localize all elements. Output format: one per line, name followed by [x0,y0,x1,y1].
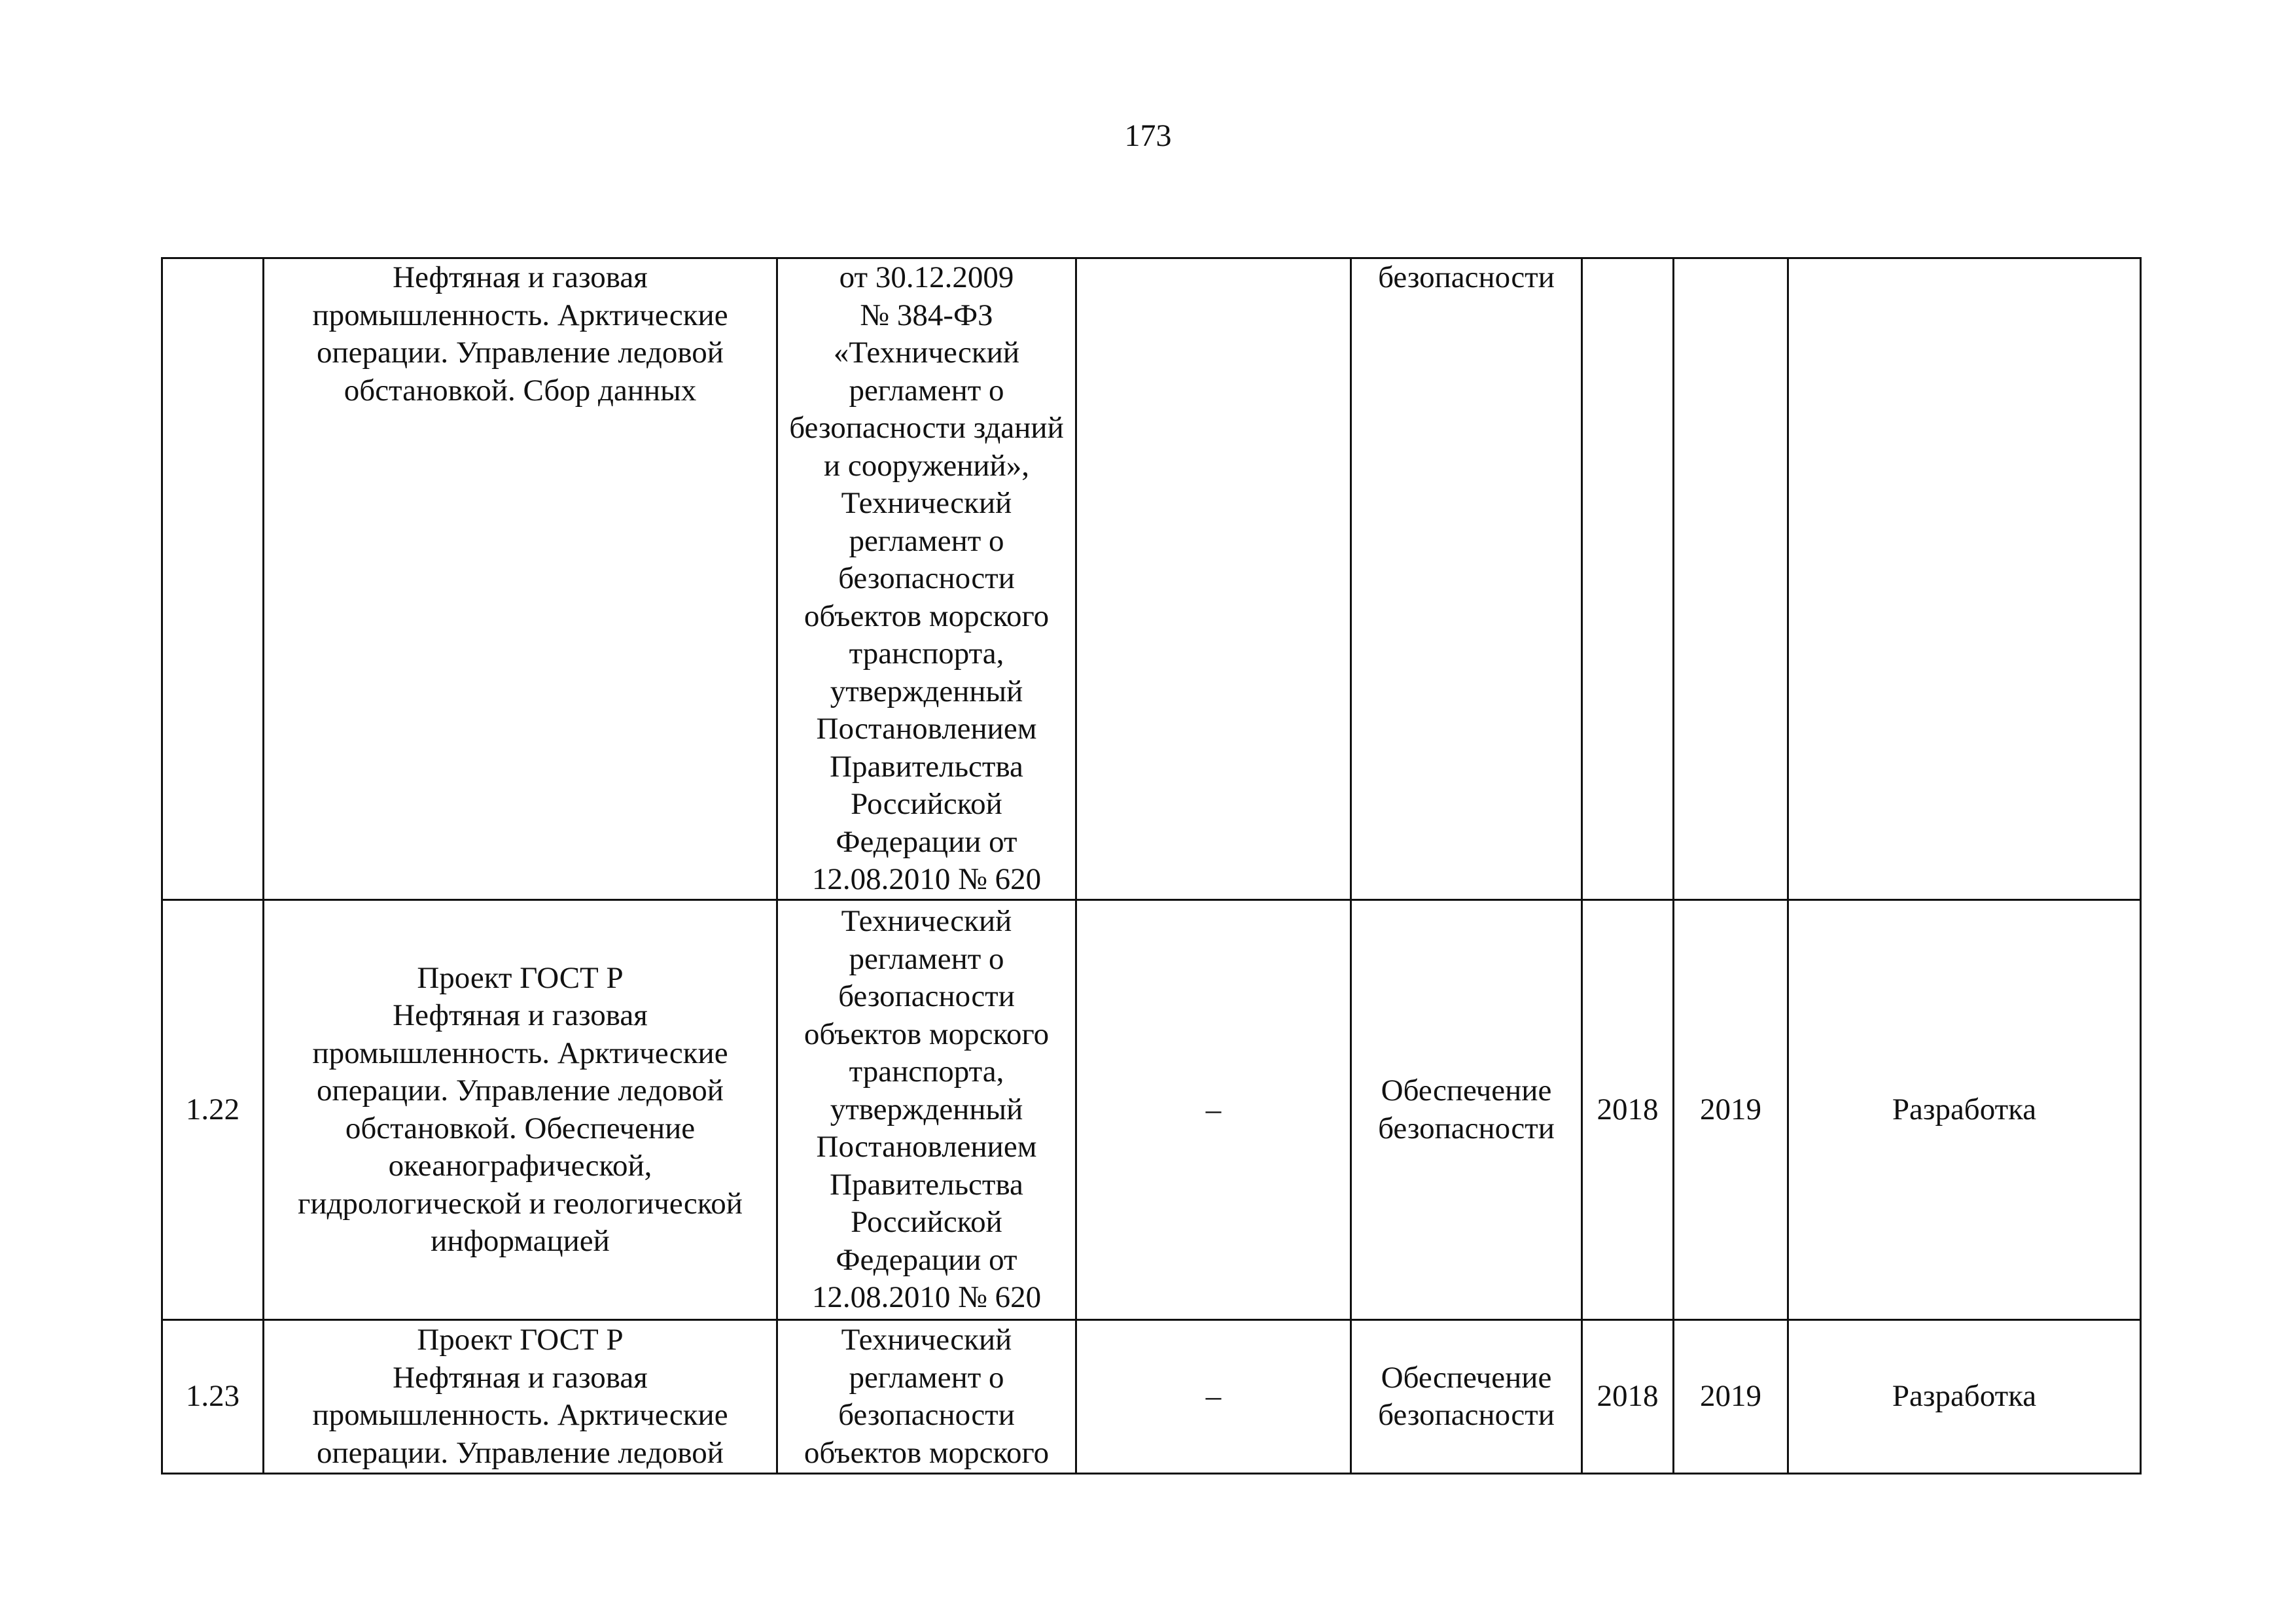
cell-col4: – [1076,900,1351,1320]
cell-line: Технический [841,904,1012,939]
cell-regulation [777,900,1076,1320]
cell-line: Российской [851,787,1002,821]
cell-start-year: 2018 [1582,900,1674,1320]
cell-end-year: 2019 [1674,1320,1788,1474]
page-number: 173 [1124,118,1172,153]
cell-number: 1.23 [162,1320,264,1474]
cell-line: утвержденный [830,1092,1023,1126]
table-row [162,258,2141,900]
cell-col4 [1076,258,1351,900]
cell-line: обстановкой. Обеспечение [345,1111,696,1145]
cell-line: Проект ГОСТ Р [417,1323,624,1357]
cell-line: Федерации от [836,824,1017,859]
cell-line: регламент о [849,941,1004,976]
cell-line: регламент о [849,373,1004,408]
cell-line: океанографической, [388,1149,652,1183]
cell-purpose [1351,258,1582,900]
cell-line: утвержденный [830,674,1023,708]
cell-line: Федерации от [836,1242,1017,1277]
cell-line: от 30.12.2009 [839,260,1014,294]
cell-line: Нефтяная и газовая [393,1360,648,1395]
cell-line: информацией [431,1224,610,1258]
cell-title [264,1320,777,1474]
cell-end-year [1674,258,1788,900]
table-row [162,900,2141,1320]
cell-regulation [777,1320,1076,1474]
cell-work-type: Разработка [1788,1320,2141,1474]
cell-line: гидрологической и геологической [298,1186,743,1221]
cell-line: Обеспечение [1381,1360,1552,1395]
cell-purpose [1351,900,1582,1320]
cell-title [264,258,777,900]
cell-line: регламент о [849,523,1004,558]
cell-line: Постановлением [816,1130,1037,1164]
cell-line: Обеспечение [1381,1073,1552,1108]
cell-line: № 384-ФЗ [860,298,993,332]
cell-line: операции. Управление ледовой [317,1073,724,1108]
cell-line: операции. Управление ледовой [317,336,724,370]
cell-col4: – [1076,1320,1351,1474]
cell-line: обстановкой. Сбор данных [344,373,697,408]
cell-line: промышленность. Арктические [312,298,728,332]
cell-number: 1.22 [162,900,264,1320]
cell-line: объектов морского [804,599,1050,633]
cell-line: Постановлением [816,712,1037,746]
cell-line: безопасности [838,561,1015,595]
cell-line: безопасности [1378,1111,1555,1145]
cell-work-type [1788,258,2141,900]
standards-table [161,257,2142,1475]
cell-line: безопасности [838,979,1015,1014]
cell-line: промышленность. Арктические [312,1036,728,1070]
cell-line: объектов морского [804,1017,1050,1051]
cell-line: Нефтяная и газовая [393,260,648,294]
cell-line: транспорта, [849,1055,1004,1089]
cell-line: безопасности [838,1398,1015,1432]
cell-start-year [1582,258,1674,900]
cell-line: «Технический [833,336,1020,370]
cell-end-year: 2019 [1674,900,1788,1320]
cell-line: Технический [841,1323,1012,1357]
cell-line: Российской [851,1205,1002,1240]
cell-line: регламент о [849,1360,1004,1395]
cell-purpose [1351,1320,1582,1474]
cell-line: объектов морского [804,1435,1050,1470]
cell-number [162,258,264,900]
cell-line: Технический [841,486,1012,520]
cell-line: 12.08.2010 № 620 [811,862,1042,896]
cell-line: безопасности [1378,1398,1555,1432]
cell-line: 12.08.2010 № 620 [811,1280,1042,1315]
cell-start-year: 2018 [1582,1320,1674,1474]
cell-line: и сооружений», [824,448,1029,483]
cell-title [264,900,777,1320]
cell-line: операции. Управление ледовой [317,1435,724,1470]
cell-line: Правительства [830,1167,1023,1202]
cell-line: промышленность. Арктические [312,1398,728,1432]
cell-line: безопасности зданий [789,411,1064,445]
cell-regulation [777,258,1076,900]
cell-work-type: Разработка [1788,900,2141,1320]
cell-line: Нефтяная и газовая [393,998,648,1032]
table-row [162,1320,2141,1474]
cell-line: Правительства [830,749,1023,784]
cell-line: безопасности [1378,260,1555,294]
cell-line: Проект ГОСТ Р [417,960,624,995]
cell-line: транспорта, [849,637,1004,671]
